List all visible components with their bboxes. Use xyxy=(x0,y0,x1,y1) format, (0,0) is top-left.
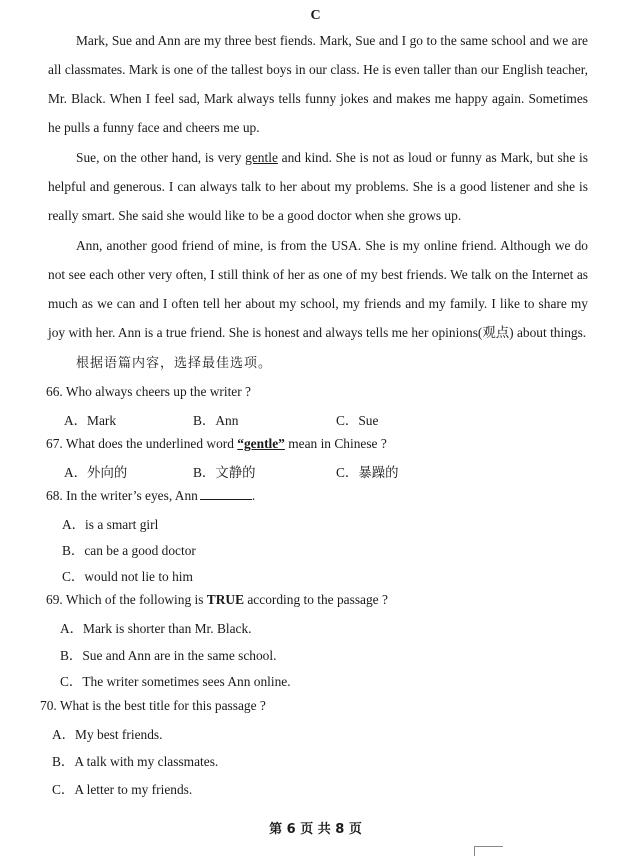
paragraph-1 xyxy=(48,26,588,142)
q69-bold: TRUE xyxy=(206,592,245,607)
q66-option-c[interactable]: C．Sue xyxy=(336,413,379,428)
section-title: C xyxy=(310,8,321,23)
q67-suffix: mean in Chinese ? xyxy=(284,436,387,451)
q67-word: “gentle” xyxy=(237,436,285,451)
q70-option-a[interactable]: A．My best friends. xyxy=(52,727,163,742)
q68-option-a[interactable]: A．is a smart girl xyxy=(62,517,159,532)
question-67 xyxy=(46,436,387,452)
q67-option-b[interactable]: B．文静的 xyxy=(193,465,256,480)
paragraph-2-after: and kind. She is not as loud or funny as Mark, but she is helpful and generous. I can always talk to her about my problems. She is a good listener and she is really smart. She said she would like to be a good doctor when she grows up. xyxy=(48,150,588,223)
q69-option-a[interactable]: A．Mark is shorter than Mr. Black. xyxy=(60,621,252,636)
q66-option-b[interactable]: B．Ann xyxy=(193,413,239,428)
q67-option-c[interactable]: C．暴躁的 xyxy=(336,465,399,480)
paragraph-2-before: Sue, on the other hand, is very xyxy=(76,150,246,165)
q70-option-b[interactable]: B．A talk with my classmates. xyxy=(52,754,219,769)
paragraph-2 xyxy=(48,143,588,230)
paragraph-3 xyxy=(48,231,588,347)
underlined-word-gentle: gentle xyxy=(245,150,278,165)
q68-option-c[interactable]: C．would not lie to him xyxy=(62,569,193,584)
q66-option-a[interactable]: A．Mark xyxy=(64,413,117,428)
q67-prefix: 67. What does the underlined word xyxy=(46,436,238,451)
q68-text: 68. In the writer’s eyes, Ann xyxy=(46,488,198,503)
q68-end: . xyxy=(251,488,256,503)
q69-option-c[interactable]: C．The writer sometimes sees Ann online. xyxy=(60,674,291,689)
q70-option-c[interactable]: C．A letter to my friends. xyxy=(52,782,193,797)
q69-prefix: 69. Which of the following is xyxy=(46,592,207,607)
q69-suffix: according to the passage ? xyxy=(244,592,388,607)
question-69 xyxy=(46,592,388,608)
question-70: 70. What is the best title for this passage ? xyxy=(40,698,266,713)
q67-option-a[interactable]: A．外向的 xyxy=(64,465,128,480)
question-66: 66. Who always cheers up the writer ? xyxy=(46,384,252,399)
q69-option-b[interactable]: B．Sue and Ann are in the same school. xyxy=(60,648,277,663)
instruction: 根据语篇内容，选择最佳选项。 xyxy=(76,356,273,371)
q68-option-b[interactable]: B．can be a good doctor xyxy=(62,543,196,558)
page-footer: 第 6 页 共 8 页 xyxy=(269,822,362,837)
answer-blank xyxy=(200,489,252,500)
question-68 xyxy=(46,488,255,504)
paragraph-1-text: Mark, Sue and Ann are my three best fiends. Mark, Sue and I go to the same school and we are all classmates. Mark is one of the tallest boys in our class. He is even taller than our English teacher, Mr. Black. When I feel sad, Mark always tells funny jokes and makes me happy again. Sometimes he pulls a funny face and cheers me up. xyxy=(48,33,588,135)
paragraph-3-text: Ann, another good friend of mine, is from the USA. She is my online friend. Although we do not see each other very often, I still think of her as one of my best friends. We talk on the Internet as much as we can and I often tell her about my school, my friends and my family. I like to share my joy with her. Ann is a true friend. She is honest and always tells me her opinions(观点) about things. xyxy=(48,238,588,340)
